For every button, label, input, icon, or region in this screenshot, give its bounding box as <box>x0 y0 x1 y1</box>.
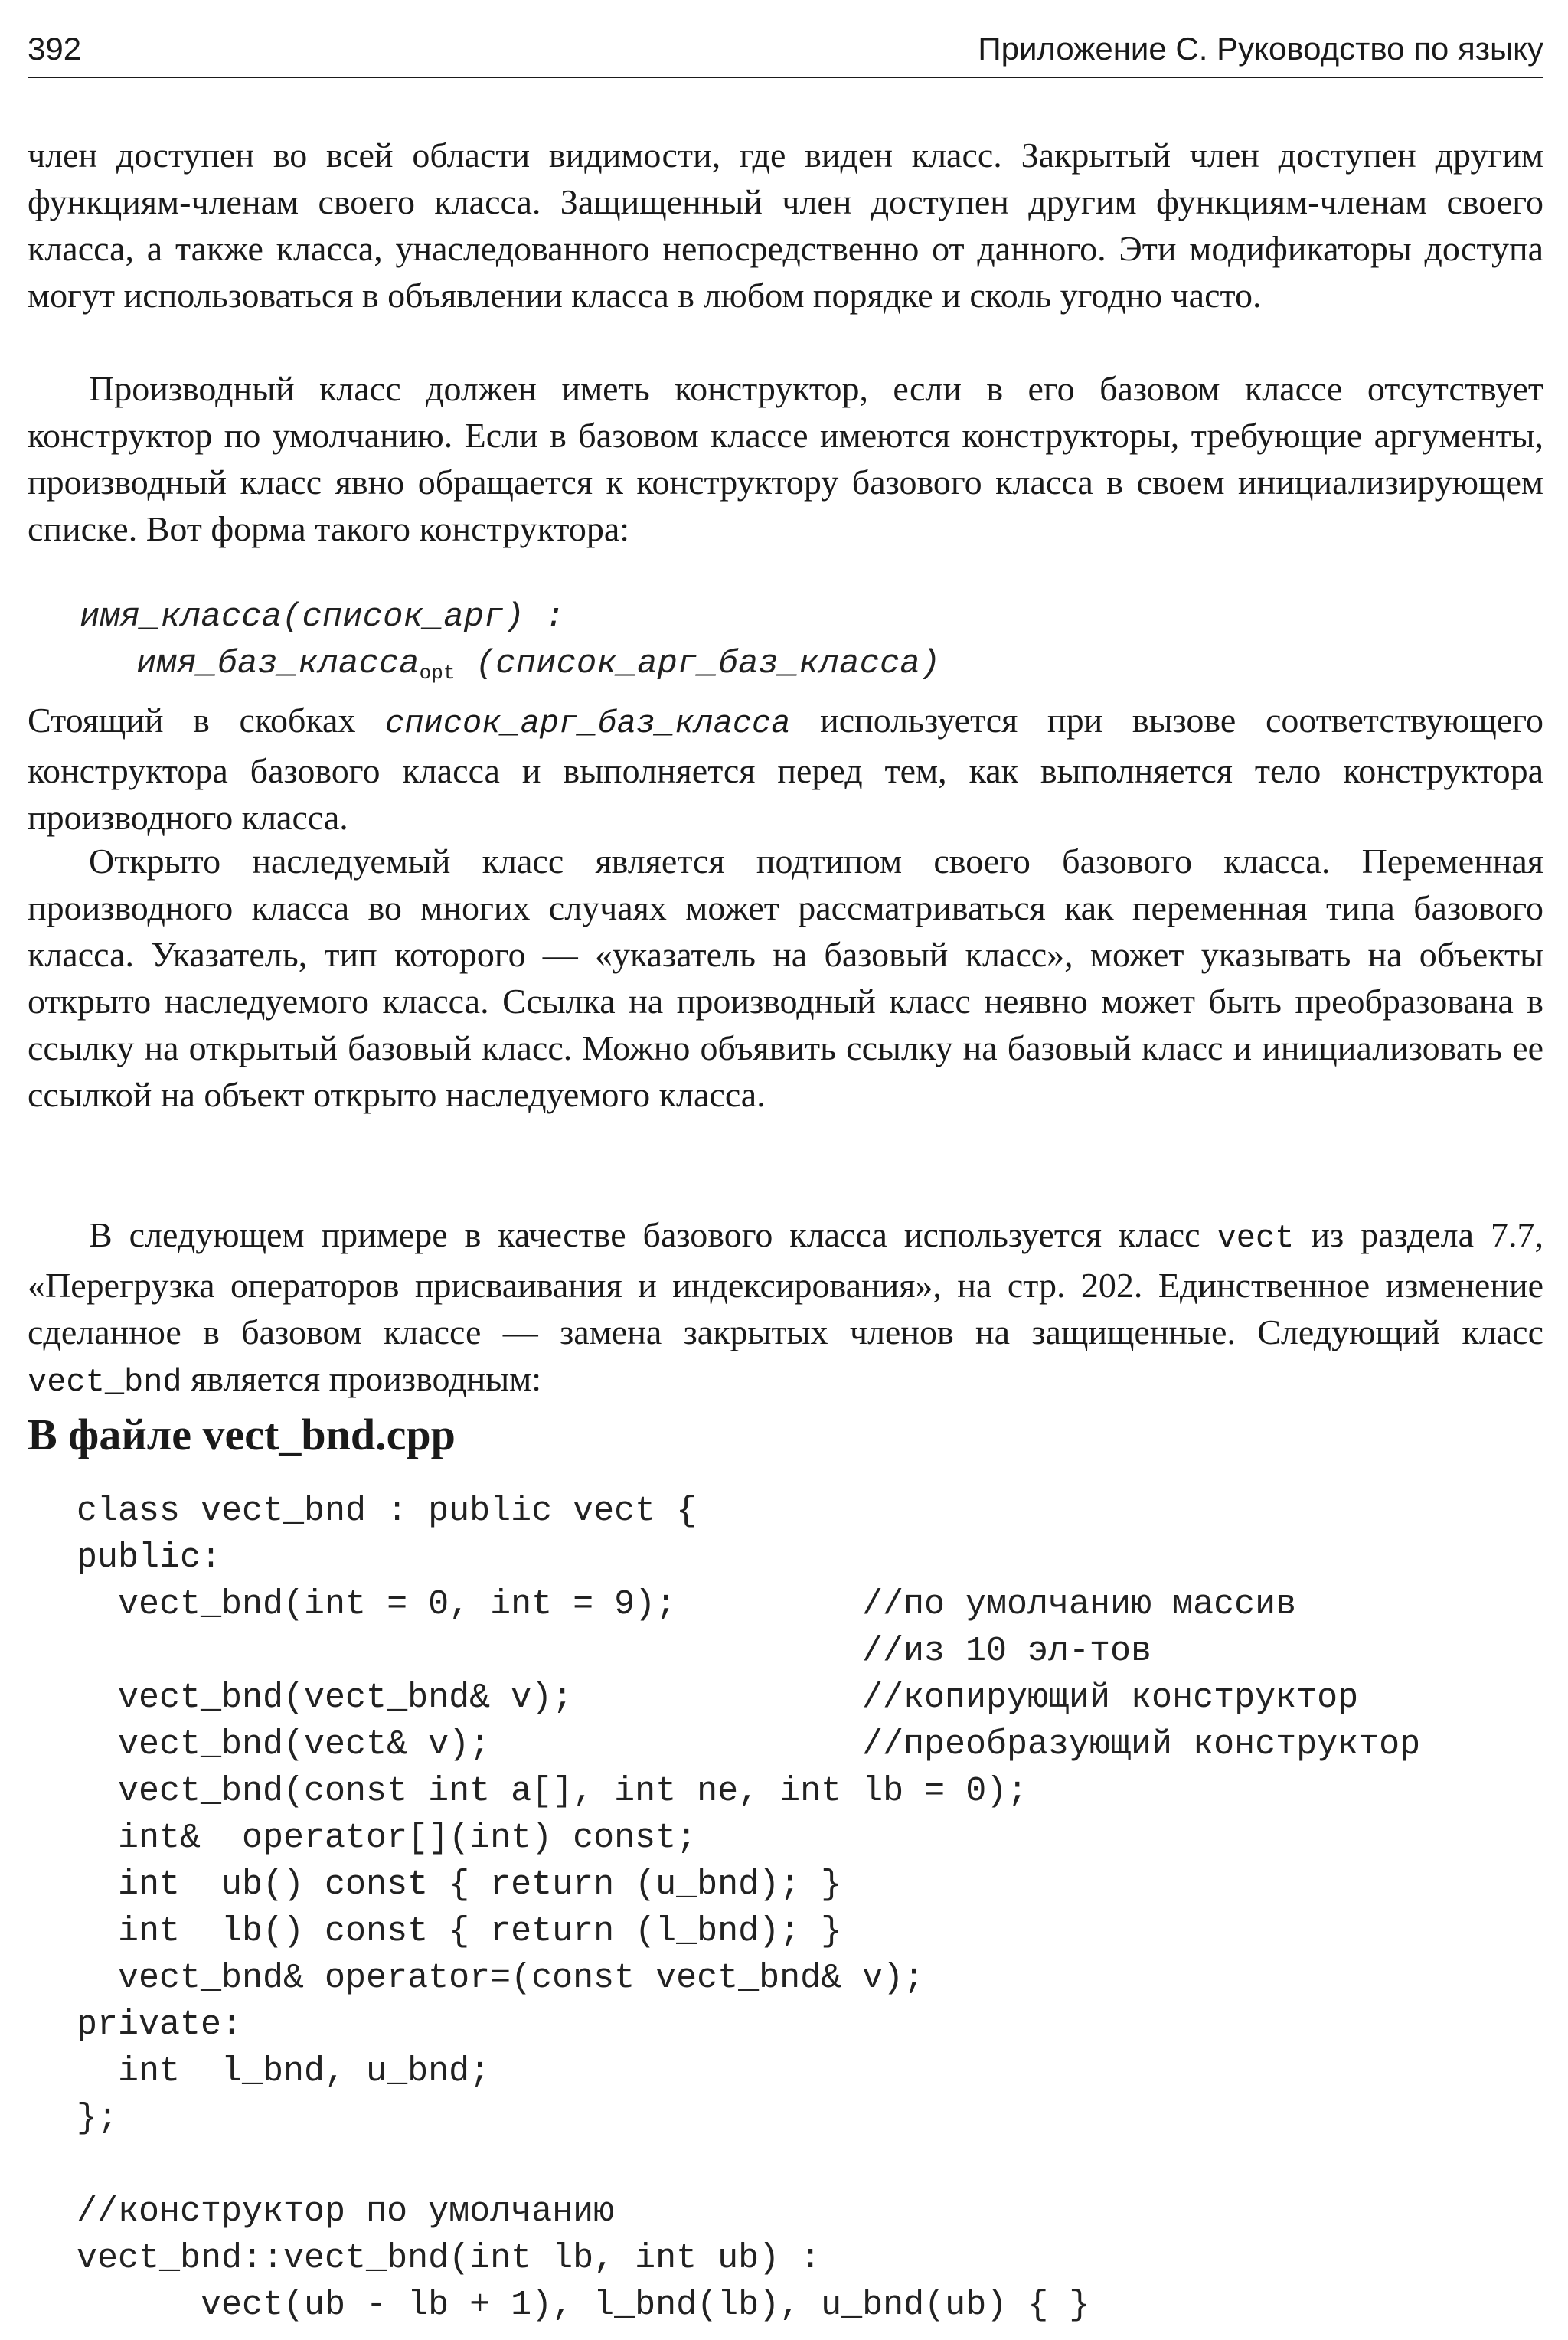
code-line: //конструктор по умолчанию <box>77 2192 615 2231</box>
p3-text-after: используется при вызове соответствующего конструктора базового класса и выполняется перед тем, как выполняется тело конструктора производного класса. <box>28 701 1544 837</box>
code-line: vect_bnd::vect_bnd(int lb, int ub) : <box>77 2239 822 2278</box>
section-heading: В файле vect_bnd.cpp <box>28 1410 456 1459</box>
paragraph-derived-constructor: Производный класс должен иметь конструктор, если в его базовом классе отсутствует конструктор по умолчанию. Если в базовом классе имеются конструкторы, требующие аргументы, производный класс явно обращается к конструктору базового класса в своем инициализирующем списке. Вот форма такого конструктора: <box>28 369 1544 548</box>
code-line: int ub() const { return (u_bnd); } <box>77 1865 842 1904</box>
code-comment: //копирующий конструктор <box>862 1678 1359 1717</box>
p5-inline-code-vect-bnd: vect_bnd <box>28 1364 182 1400</box>
paragraph-base-args <box>28 697 1544 841</box>
code-comment: //преобразующий конструктор <box>862 1725 1421 1764</box>
code-comment: //по умолчанию массив <box>862 1585 1297 1624</box>
running-head <box>28 31 1544 70</box>
p5-text-a: В следующем примере в качестве базового класса используется класс <box>89 1215 1217 1254</box>
code-line: private: <box>77 2005 243 2044</box>
code-line: vect_bnd(vect& v); <box>77 1725 491 1764</box>
syntax-form-line-1: имя_класса(список_арг) : <box>80 598 565 636</box>
page-number: 392 <box>28 31 82 67</box>
code-line: class vect_bnd : public vect { <box>77 1492 697 1531</box>
syntax-base-class-name: имя_баз_класса <box>136 645 420 683</box>
code-line: vect_bnd(const int a[], int ne, int lb = 0); <box>77 1772 1028 1811</box>
code-line: vect_bnd(int = 0, int = 9); <box>77 1585 677 1624</box>
header-title: Приложение С. Руководство по языку <box>978 31 1544 67</box>
code-comment: //из 10 эл-тов <box>862 1632 1152 1671</box>
code-line: public: <box>77 1538 222 1577</box>
paragraph-example-intro <box>28 1211 1544 1406</box>
code-line: int lb() const { return (l_bnd); } <box>77 1912 842 1951</box>
code-line: int& operator[](int) const; <box>77 1819 697 1858</box>
paragraph-access-modifiers: член доступен во всей области видимости, где виден класс. Закрытый член доступен другим функциям-членам своего класса. Защищенный член доступен другим функциям-членам своего класса, а также класса, унаследованного непосредственно от данного. Эти модификаторы доступа могут использоваться в объявлении класса в любом порядке и сколь угодно часто. <box>28 136 1544 315</box>
p3-text-before: Стоящий в скобках <box>28 701 386 740</box>
syntax-form-line-2 <box>136 641 940 697</box>
p5-inline-code-vect: vect <box>1217 1220 1295 1257</box>
code-line: vect_bnd& operator=(const vect_bnd& v); <box>77 1959 925 1998</box>
paragraph-subtype: Открыто наследуемый класс является подтипом своего базового класса. Переменная производного класса во многих случаях может рассматриваться как переменная типа базового класса. Указатель, тип которого — «указатель на базовый класс», может указывать на объекты открыто наследуемого класса. Ссылка на производный класс неявно может быть преобразована в ссылку на открытый базовый класс. Можно объявить ссылку на базовый класс и инициализовать ее ссылкой на объект открыто наследуемого класса. <box>28 842 1544 1114</box>
header-rule <box>28 77 1544 78</box>
p5-text-b: из раздела 7.7, «Перегрузка операторов присваивания и индексирования», на стр. 202. Единственное изменение сделанное в базовом классе — замена закрытых членов на защищенные. Следующий класс <box>28 1215 1544 1351</box>
syntax-opt-subscript: opt <box>419 662 456 685</box>
p5-text-c: является производным: <box>181 1359 541 1398</box>
syntax-base-args: (список_арг_баз_класса) <box>455 645 941 683</box>
code-line: int l_bnd, u_bnd; <box>77 2052 491 2091</box>
code-line: vect(ub - lb + 1), l_bnd(lb), u_bnd(ub) { } <box>77 2286 1090 2325</box>
code-line: }; <box>77 2099 119 2138</box>
p3-inline-code: список_арг_баз_класса <box>385 705 791 742</box>
code-line: vect_bnd(vect_bnd& v); <box>77 1678 573 1717</box>
